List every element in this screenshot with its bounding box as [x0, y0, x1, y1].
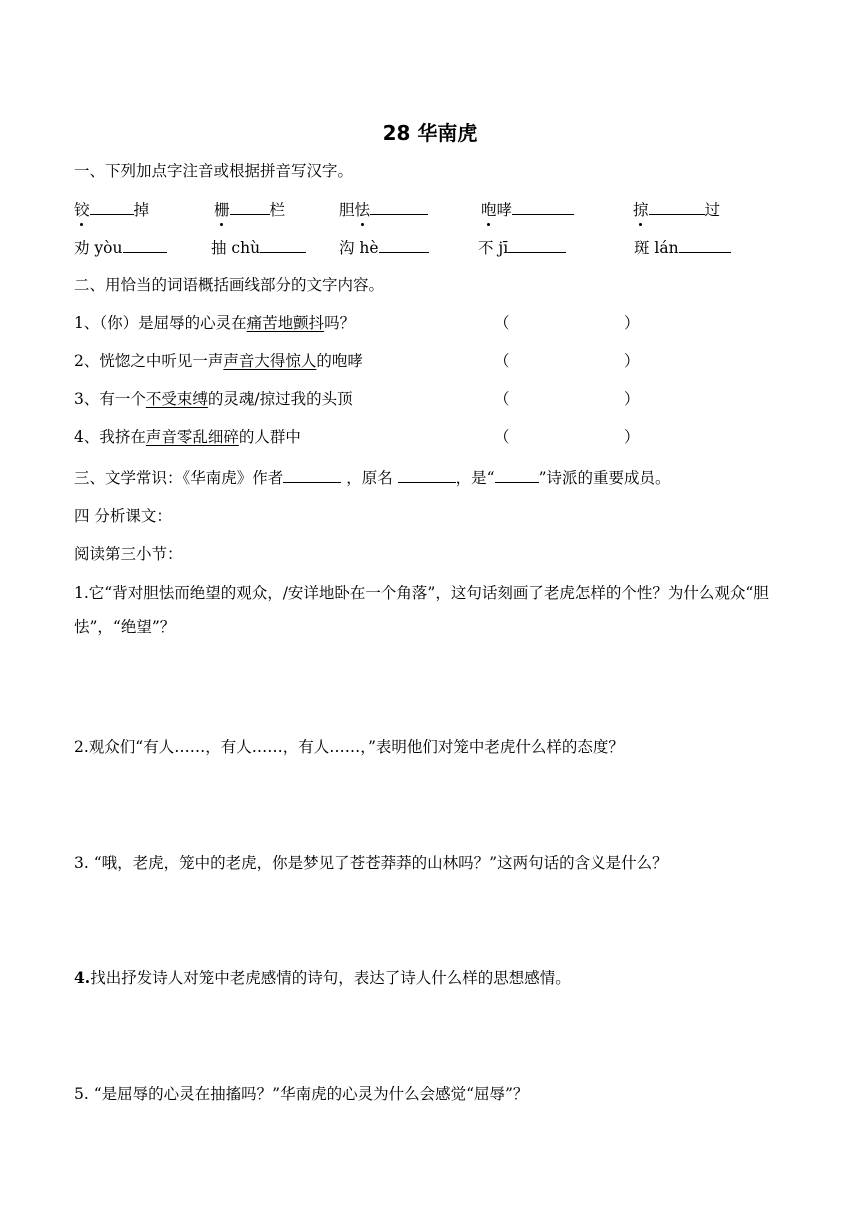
summary-item-4: 4、我挤在声音零乱细碎的人群中 （ ）	[74, 428, 640, 446]
section1-heading: 一、下列加点字注音或根据拼音写汉字。	[74, 162, 354, 180]
answer-paren-open: （	[494, 390, 510, 408]
answer-paren-open: （	[494, 352, 510, 370]
item-chu: 抽 chù	[211, 237, 306, 258]
question-4: 4.找出抒发诗人对笼中老虎感情的诗句，表达了诗人什么样的思想感情。	[74, 968, 571, 987]
question-2: 2.观众们“有人……，有人……，有人……，”表明他们对笼中老虎什么样的态度？	[74, 738, 624, 756]
item-he: 沟 hè	[339, 237, 429, 258]
answer-paren-open: （	[494, 314, 510, 332]
answer-paren-close: ）	[624, 314, 640, 332]
section4-subheading: 阅读第三小节：	[74, 545, 183, 563]
page-title: 28 华南虎	[382, 121, 478, 145]
summary-item-2: 2、恍惚之中听见一声声音大得惊人的咆哮 （ ）	[74, 352, 640, 370]
answer-paren-open: （	[494, 428, 510, 446]
question-1: 1.它“背对胆怯而绝望的观众，/安详地卧在一个角落”，这句话刻画了老虎怎样的个性？为什么观众“胆怯”，“绝望”？	[74, 584, 769, 636]
question-5: 5. “是屈辱的心灵在抽搐吗？”华南虎的心灵为什么会感觉“屈辱”？	[74, 1085, 529, 1103]
item-pao-xiao: 咆哮	[481, 199, 574, 220]
item-lan: 斑 lán	[634, 237, 731, 258]
item-zha-lan: 栅 栏	[214, 201, 286, 219]
section4-heading: 四 分析课文：	[74, 507, 172, 525]
summary-item-3: 3、有一个不受束缚的灵魂/掠过我的头顶 （ ）	[74, 390, 640, 408]
question-3: 3. “哦，老虎，笼中的老虎，你是梦见了苍苍莽莽的山林吗？”这两句话的含义是什么？	[74, 854, 668, 872]
section3-literary-knowledge: 三、文学常识：《华南虎》作者 ，原名 ，是“ ”诗派的重要成员。	[74, 469, 671, 487]
item-dan-qie: 胆怯	[339, 199, 428, 220]
answer-paren-close: ）	[624, 352, 640, 370]
section2-heading: 二、用恰当的词语概括画线部分的文字内容。	[74, 276, 385, 294]
pinyin-row-2	[0, 237, 860, 261]
item-lue-guo: 掠 过	[633, 201, 721, 219]
pinyin-row-1	[0, 199, 860, 223]
answer-paren-close: ）	[624, 428, 640, 446]
answer-paren-close: ）	[624, 390, 640, 408]
item-you: 劝 yòu	[74, 237, 167, 258]
item-ji: 不 jī	[478, 237, 566, 258]
item-jiao-diao: 铰 掉	[74, 201, 150, 219]
summary-item-1: 1、（你）是屈辱的心灵在痛苦地颤抖吗？ （ ）	[74, 314, 640, 332]
